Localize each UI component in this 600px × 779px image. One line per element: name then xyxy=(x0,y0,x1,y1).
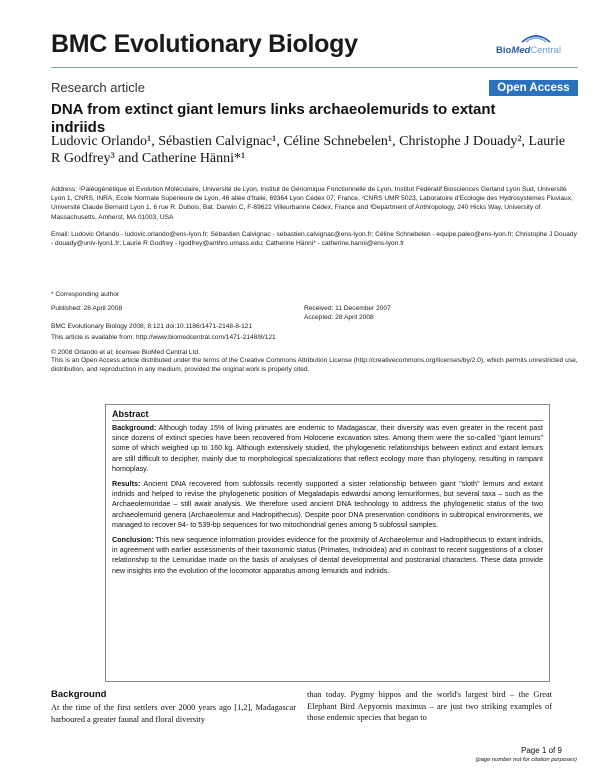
logo-arc-icon xyxy=(521,33,551,43)
body-column-left: At the time of the first settlers over 2000 years ago [1,2], Madagascar harboured a greater faunal and floral diversity xyxy=(51,703,296,724)
abstract-divider xyxy=(112,420,543,421)
abstract-conclusion-label: Conclusion: xyxy=(112,535,154,545)
biomed-central-logo xyxy=(496,33,576,57)
page-number-note: (page number not for citation purposes) xyxy=(475,757,577,763)
received-date: Received: 11 December 2007 xyxy=(304,305,391,312)
abstract-background-label: Background: xyxy=(112,423,157,432)
logo-text-central: Central xyxy=(530,45,561,56)
license-text: This is an Open Access article distributed under the terms of the Creative Commons Attribution License (http://creativecommons.org/licenses/by/2.0), which permits unrestricted use, distribution, and reproduction in any medium, provided the original work is properly cited. xyxy=(51,357,578,374)
body-column-right: than today. Pygmy hippos and the world's largest bird – the Great Elephant Bird Aepyornis maximus – are just two striking examples of those endemic species that began to xyxy=(307,690,552,722)
abstract-results xyxy=(112,479,543,530)
article-type: Research article xyxy=(51,80,145,95)
open-access-badge: Open Access xyxy=(489,80,578,96)
abstract-results-text: Ancient DNA recovered from subfossils recently supported a sister relationship between giant "sloth" lemurs and extant indriids and helped to revise the phylogenetic position of Megaladapis edwardsi among lemuriformes, but several taxa – such as the Archaeolemuridae – still await analysis. We therefore used ancient DNA technology to address the phylogenetic status of the two archaeolemurid genera (Archaeolemur and Hadropithecus). Despite poor DNA preservation conditions in subtropical environments, we managed to recover 94- to 539-bp sequences for two mitochondrial genes among 5 subfossil samples. xyxy=(112,479,543,529)
citation-line: BMC Evolutionary Biology 2008, 8:121 doi:10.1186/1471-2148-8-121 xyxy=(51,323,253,330)
logo-text-bio: Bio xyxy=(496,45,512,56)
page-number: Page 1 of 9 xyxy=(521,746,562,755)
abstract-conclusion-text: This new sequence information provides evidence for the proximity of Archaeolemur and Hadropithecus to extant indriids, in agreement with earlier assessments of their taxonomic status (Primates, Indrioidea) and in contrast to recent suggestions of a closer relationship to the Lemuridae made on the basis of analyses of dental developmental and postcranial characters. These data provide new insights into the evolution of the locomotor apparatus among lemurids and indriids. xyxy=(112,535,543,575)
article-title: DNA from extinct giant lemurs links archaeolemurids to extant indriids xyxy=(51,101,496,136)
author-emails: Email: Ludovic Orlando - ludovic.orlando@ens-lyon.fr; Sébastien Calvignac - sebastien.calvignac@ens-lyon.fr; Céline Schnebelen - equipe.paleo@ens-lyon.fr; Christophe J Douady - douady@univ-lyon1.fr; Laurie R Godfrey - lgodfrey@anthro.umass.edu; Catherine Hänni* - catherine.hanni@ens-lyon.fr xyxy=(51,231,577,248)
abstract-box xyxy=(105,404,550,682)
author-list: Ludovic Orlando¹, Sébastien Calvignac¹, Céline Schnebelen¹, Christophe J Douady², Laurie R Godfrey³ and Catherine Hänni*¹ xyxy=(51,134,566,166)
abstract-heading: Abstract xyxy=(112,409,149,419)
corresponding-author-note: * Corresponding author xyxy=(51,291,120,298)
accepted-date: Accepted: 28 April 2008 xyxy=(304,314,374,321)
availability-link[interactable]: This article is available from: http://www.biomedcentral.com/1471-2148/8/121 xyxy=(51,334,276,341)
journal-title: BMC Evolutionary Biology xyxy=(51,30,358,58)
section-heading-background: Background xyxy=(51,689,107,700)
abstract-background-text: Although today 15% of living primates are endemic to Madagascar, their diversity was even greater in the recent past since dozens of extinct species have been recovered from Holocene excavation sites. Among them were the so-called "giant lemurs" some of which weighed up to 160 kg. Although extensively studied, the phylogenetic relationships between extinct and extant lemurs are still difficult to decipher, mainly due to morphological specializations that reflect ecology more than phylogeny, resulting in rampant homoplasy. xyxy=(112,423,543,473)
copyright-line: © 2008 Orlando et al; licensee BioMed Central Ltd. xyxy=(51,349,200,356)
abstract-results-label: Results: xyxy=(112,479,141,489)
author-addresses: Address: ¹Paléogénétique et Evolution Moléculaire, Université de Lyon, Institut de Génomique Fonctionnelle de Lyon, Institut Fédératif Biosciences Gerland Lyon Sud, Université Lyon 1, CNRS, INRA, Ecole Normale Supérieure de Lyon, 46 allée d'Italie, 69364 Lyon Cédex 07, France, ²CNRS UMR 5023, Laboratoire d'Ecologie des Hydrosystèmes Fluviaux, Université Claude Bernard Lyon 1, 6 rue R. Dubois, Bat. Darwin C, F-69622 Villeurbanne Cédex, France and ³Department of Anthropology, 240 Hicks Way, University of Massachusetts, Amherst, MA 01003, USA xyxy=(51,186,573,221)
abstract-background xyxy=(112,423,543,474)
abstract-conclusion xyxy=(112,535,543,576)
header-divider xyxy=(51,67,578,68)
logo-text-med: Med xyxy=(511,45,531,56)
published-date: Published: 28 April 2008 xyxy=(51,305,123,312)
